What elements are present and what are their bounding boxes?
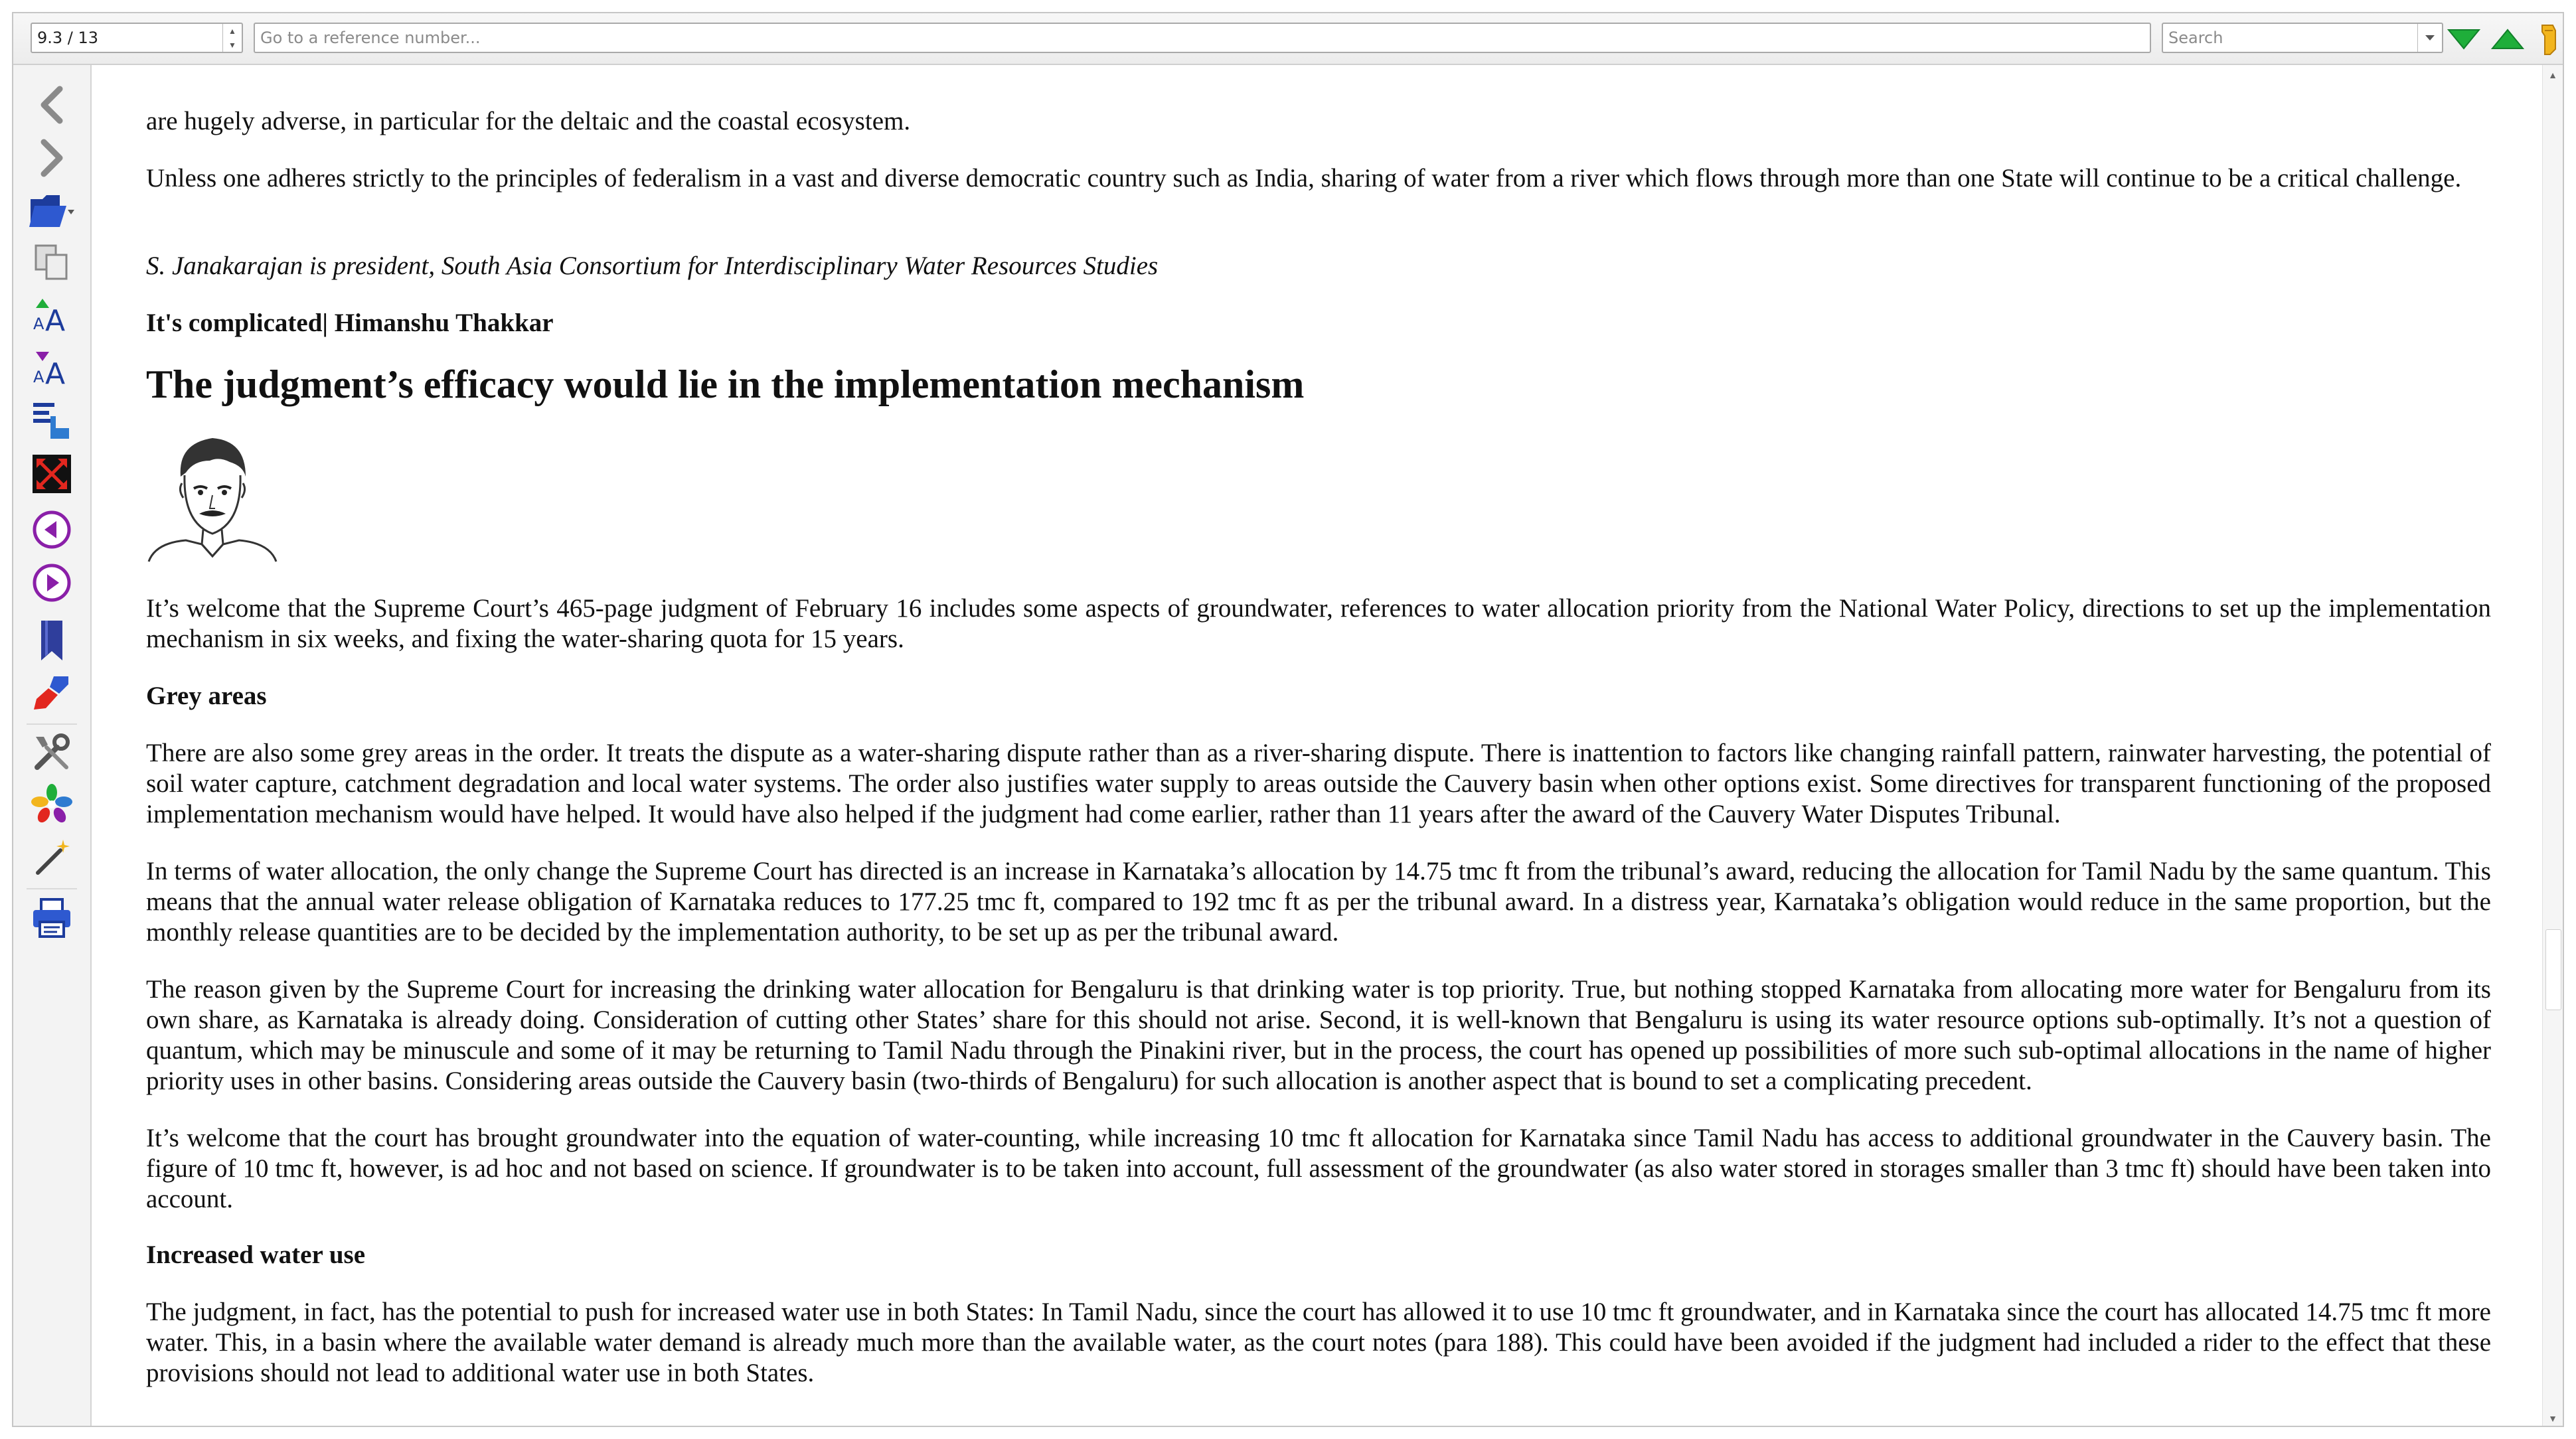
settings-icon — [31, 731, 73, 774]
spin-buttons — [222, 24, 242, 52]
dropdown-arrow-icon[interactable] — [2417, 24, 2442, 52]
subheading: Increased water use — [146, 1241, 366, 1269]
paragraph: The judgment, in fact, has the potential to push for increased water use in both States: In Tamil Nadu, since the court has allowed it to use 10 tmc ft groundwater, and in Karnataka since the court has allocated 14.75 tmc ft more water. This, in a basin where the available water demand is already much more than the available water, as the court notes (para 188). This could have been avoided if the judgment had included a rider to the effect that these provisions should not lead to additional water use in both States. — [146, 1298, 2491, 1387]
reference-input[interactable] — [255, 24, 2150, 52]
subheading: Grey areas — [146, 682, 267, 710]
page-indicator-input[interactable] — [35, 24, 212, 52]
svg-text:A: A — [33, 368, 44, 386]
decrease-font-icon — [31, 348, 73, 388]
paragraph: Unless one adheres strictly to the principles of federalism in a vast and diverse democratic country such as India, sharing of water from a river which flows through more than one State will continue to be a critical challenge. — [146, 164, 2462, 192]
magic-wand-icon — [31, 836, 72, 877]
vertical-scrollbar[interactable] — [2542, 65, 2563, 1427]
annotate-button[interactable] — [28, 668, 76, 716]
select-text-icon — [31, 400, 73, 441]
forward-button[interactable] — [28, 134, 76, 182]
paragraph: There are also some grey areas in the order. It treats the dispute as a water-sharing dispute rather than as a river-sharing dispute. There is inattention to factors like changing rainfall pattern, rainwater harvesting, the potential of soil water capture, catchment degradation and local water systems. The order also justifies water supply to areas outside the Cauvery basin when other options exist. Some directives for transparent functioning of the proposed implementation mechanism would have helped. It would have also helped if the judgment had come earlier, rather than 11 years after the award of the Cauvery Water Disputes Tribunal. — [146, 739, 2491, 828]
scroll-up-icon[interactable]: ▲ — [2548, 70, 2557, 80]
settings-button[interactable] — [28, 729, 76, 777]
decrease-font-button[interactable] — [28, 344, 76, 392]
section-label: It's complicated| Himanshu Thakkar — [146, 309, 554, 337]
author-portrait — [146, 423, 279, 563]
increase-font-button[interactable] — [28, 291, 76, 339]
left-sidebar — [13, 65, 92, 1427]
next-result-icon — [2447, 28, 2480, 50]
svg-text:A: A — [45, 357, 66, 388]
print-icon — [31, 898, 73, 939]
fullscreen-button[interactable] — [28, 450, 76, 498]
paragraph: are hugely adverse, in particular for the deltaic and the coastal ecosystem. — [146, 107, 911, 135]
paragraph: It’s welcome that the Supreme Court’s 465-page judgment of February 16 includes some aspects of groundwater, references to water allocation priority from the National Water Policy, directions to set up the implementation mechanism in six weeks, and fixing the water-sharing quota for 15 years. — [146, 594, 2491, 653]
paragraph: The reason given by the Supreme Court for increasing the drinking water allocation for Bengaluru is that drinking water is top priority. True, but nothing stopped Karnataka from allocating more water for Bengaluru from its own share, as Karnataka is already doing. Consideration of cutting other States’ share for this should not arise. Second, it is well-known that Bengaluru is using its water resource options sub-optimally. It’s not a question of quantum, which may be minuscule and some of it may be returning to Tamil Nadu through the Pinakini river, but in the process, the court has opened up possibilities of more such sub-optimal allocations in the name of higher priority uses in other basins. Considering areas outside the Cauvery basin (two-thirds of Bengaluru) for such allocation is another aspect that is bound to set a complicating precedent. — [146, 975, 2491, 1095]
next-result-button[interactable] — [2446, 21, 2482, 57]
copy-icon — [32, 243, 72, 283]
search-box[interactable] — [2162, 23, 2443, 53]
sidebar-separator — [27, 723, 77, 725]
print-button[interactable] — [28, 895, 76, 943]
app-window — [12, 12, 2564, 1427]
highlighter-icon — [2536, 23, 2562, 56]
document-view — [146, 65, 2491, 1427]
previous-result-icon — [2491, 28, 2524, 50]
top-toolbar — [13, 13, 2563, 65]
previous-page-icon — [31, 509, 72, 550]
author-byline: S. Janakarajan is president, South Asia Consortium for Interdisciplinary Water Resources Studies — [146, 252, 1159, 280]
paragraph: In terms of water allocation, the only change the Supreme Court has directed is an increase in Karnataka’s allocation by 14.75 tmc ft from the tribunal’s award, reducing the allocation for Tamil Nadu by the same quantum. This means that the annual water release obligation of Karnataka reduces to 177.25 tmc ft, compared to 192 tmc ft as per the tribunal award. In a distress year, Karnataka’s obligation would reduce in the same proportion, but the monthly release quantities are to be decided by the implementation authority, to be set up as per the tribunal award. — [146, 857, 2491, 947]
spin-up-icon[interactable]: ▲ — [228, 26, 236, 36]
forward-icon — [36, 138, 68, 178]
back-icon — [36, 85, 68, 125]
open-file-icon — [28, 190, 76, 232]
page-spinbox[interactable] — [31, 23, 243, 53]
article-headline: The judgment’s efficacy would lie in the implementation mechanism — [146, 362, 1305, 406]
next-page-icon — [31, 562, 72, 603]
dictionary-icon — [31, 783, 73, 826]
copy-button[interactable] — [28, 239, 76, 287]
scroll-down-icon[interactable]: ▼ — [2548, 1413, 2557, 1424]
bookmark-button[interactable] — [28, 617, 76, 665]
bookmark-icon — [36, 619, 68, 663]
paragraph: It’s welcome that the court has brought groundwater into the equation of water-counting, while increasing 10 tmc ft allocation for Karnataka since Tamil Nadu has access to additional groundwater in the Cauvery basin. The figure of 10 tmc ft, however, is ad hoc and not based on science. If groundwater is to be taken into account, full assessment of the groundwater (as also water stored in storages smaller than 3 tmc ft) should have been taken into account. — [146, 1124, 2491, 1213]
magic-wand-button[interactable] — [28, 832, 76, 880]
next-page-button[interactable] — [28, 559, 76, 607]
highlighter-button[interactable] — [2531, 21, 2564, 57]
search-input[interactable] — [2163, 24, 2418, 52]
scroll-thumb[interactable] — [2545, 929, 2561, 1010]
dictionary-button[interactable] — [28, 781, 76, 828]
previous-page-button[interactable] — [28, 506, 76, 554]
svg-text:A: A — [45, 304, 66, 335]
previous-result-button[interactable] — [2490, 21, 2526, 57]
sidebar-separator — [27, 888, 77, 889]
fullscreen-icon — [31, 453, 72, 494]
spin-down-icon[interactable]: ▼ — [228, 40, 236, 50]
reference-box[interactable] — [254, 23, 2151, 53]
open-file-button[interactable] — [28, 187, 76, 235]
svg-text:A: A — [33, 315, 44, 333]
back-button[interactable] — [28, 81, 76, 129]
increase-font-icon — [31, 295, 73, 335]
annotate-icon — [30, 671, 74, 712]
select-text-button[interactable] — [28, 397, 76, 445]
